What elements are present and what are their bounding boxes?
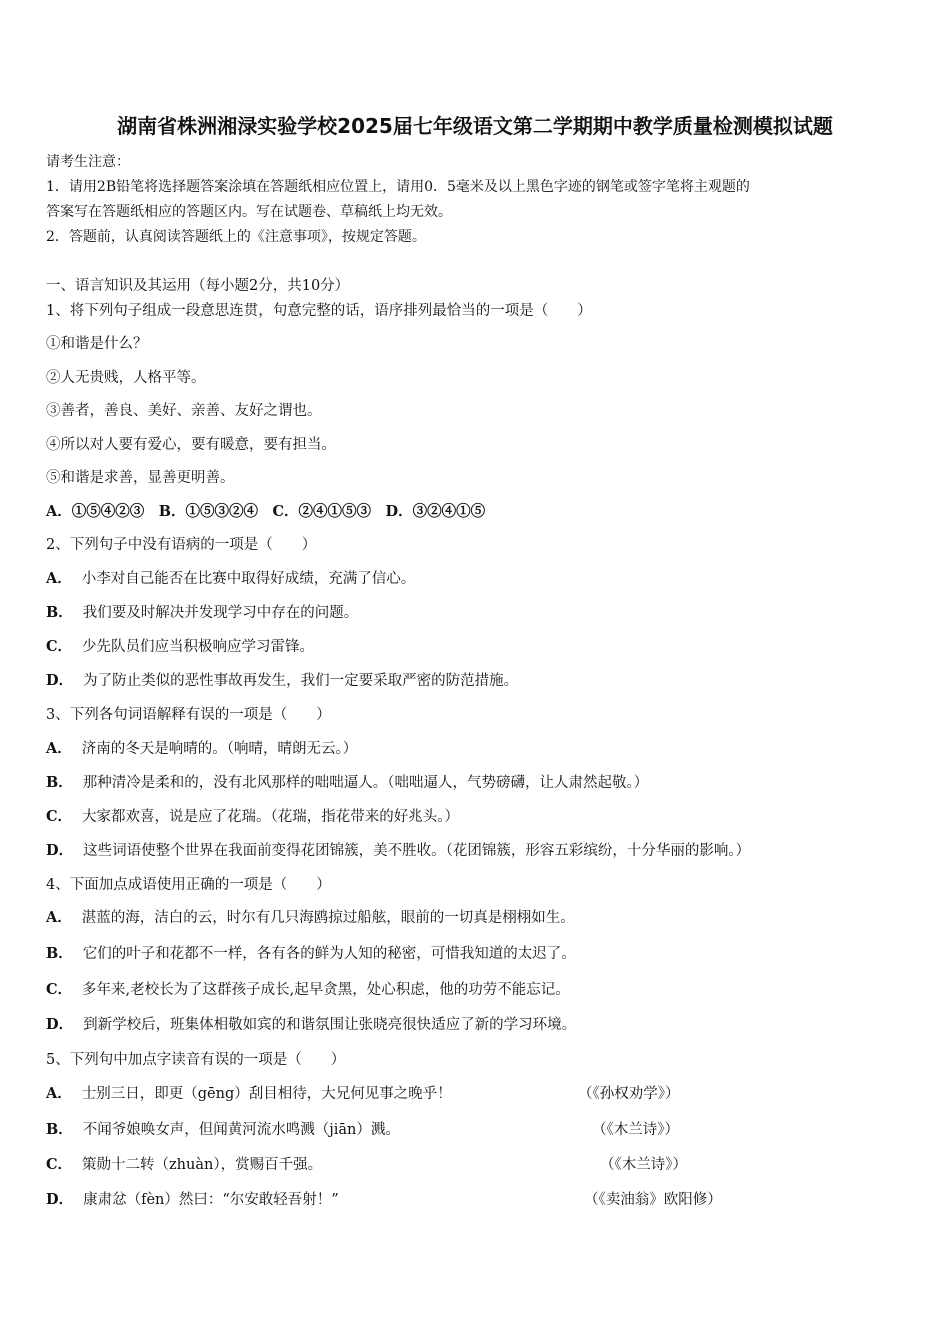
q3-option-b [46, 773, 648, 793]
q3-option-a-label: A． [46, 740, 72, 757]
q3-option-d-label: D． [46, 842, 74, 859]
q4-option-d-text: 到新学校后，班集体相敬如宾的和谐氛围让张晓亮很快适应了新的学习环境。 [83, 1017, 577, 1033]
q5-option-a-label: A． [46, 1085, 72, 1102]
q2-option-d [46, 671, 518, 691]
q5-option-a-source: （《孙权劝学》） [578, 1086, 680, 1102]
q1-sentence-5: ⑤和谐是求善，显善更明善。 [46, 470, 235, 486]
q5-stem: 5、下列句中加点字读音有误的一项是（ ） [46, 1052, 346, 1068]
q4-option-a-label: A． [46, 909, 72, 926]
q1-sentence-3: ③善者，善良、美好、亲善、友好之谓也。 [46, 403, 322, 419]
notice-item-1-line-1: 1．请用2B铅笔将选择题答案涂填在答题纸相应位置上，请用0．5毫米及以上黑色字迹的钢笔或签字笔将主观题的 [46, 179, 750, 195]
q4-option-c-text: 多年来,老校长为了这群孩子成长,起早贪黑，处心积虑，他的功劳不能忘记。 [82, 982, 570, 998]
q5-option-c-text: 策勋十二转（zhuàn），赏赐百千强。 [82, 1157, 323, 1173]
q2-option-a-text: 小李对自己能否在比赛中取得好成绩，充满了信心。 [81, 571, 416, 587]
q2-option-c-label: C． [46, 638, 73, 655]
q5-option-b-text: 不闻爷娘唤女声，但闻黄河流水鸣溅（jiān）溅。 [82, 1122, 400, 1138]
q2-option-c [46, 637, 314, 657]
q4-option-c [46, 980, 570, 1000]
notice-item-2: 2．答题前，认真阅读答题纸上的《注意事项》，按规定答题。 [46, 229, 426, 245]
section-1-heading: 一、语言知识及其运用（每小题2分，共10分） [46, 278, 350, 294]
q2-option-c-text: 少先队员们应当积极响应学习雷锋。 [82, 639, 315, 655]
q1-sentence-4: ④所以对人要有爱心，要有暖意，要有担当。 [46, 437, 336, 453]
q3-option-c [46, 807, 459, 827]
q5-option-b-label: B． [46, 1121, 73, 1138]
q2-option-d-label: D． [46, 672, 74, 689]
q5-option-c-label: C． [46, 1156, 73, 1173]
q5-option-d [46, 1190, 339, 1210]
q4-option-d-label: D． [46, 1016, 74, 1033]
q3-option-d [46, 841, 750, 861]
q3-option-a [46, 739, 357, 759]
q2-option-b [46, 603, 358, 623]
q4-option-c-label: C． [46, 981, 73, 998]
q4-option-d [46, 1015, 576, 1035]
q2-option-b-text: 我们要及时解决并发现学习中存在的问题。 [82, 605, 359, 621]
q3-stem: 3、下列各句词语解释有误的一项是（ ） [46, 707, 331, 723]
q1-sentence-2: ②人无贵贱，人格平等。 [46, 370, 206, 386]
q5-option-c [46, 1155, 322, 1175]
q4-stem: 4、下面加点成语使用正确的一项是（ ） [46, 877, 331, 893]
q1-options: A．①⑤④②③ B．①⑤③②④ C．②④①⑤③ D．③②④①⑤ [46, 503, 486, 520]
q5-option-d-source: （《卖油翁》欧阳修） [584, 1192, 722, 1208]
q1-sentence-1: ①和谐是什么？ [46, 336, 148, 352]
notice-heading: 请考生注意： [46, 154, 130, 170]
q3-option-b-text: 那种清冷是柔和的，没有北风那样的咄咄逼人。（咄咄逼人，气势磅礴，让人肃然起敬。） [82, 775, 649, 791]
q2-option-a-label: A． [46, 570, 72, 587]
q1-stem: 1、将下列句子组成一段意思连贯，句意完整的话，语序排列最恰当的一项是（ ） [46, 303, 592, 319]
q3-option-a-text: 济南的冬天是响晴的。（响晴，晴朗无云。） [81, 741, 358, 757]
q3-option-c-label: C． [46, 808, 73, 825]
q5-option-d-label: D． [46, 1191, 74, 1208]
q3-option-c-text: 大家都欢喜，说是应了花瑞。（花瑞，指花带来的好兆头。） [82, 809, 460, 825]
q2-stem: 2、下列句子中没有语病的一项是（ ） [46, 537, 317, 553]
q2-option-a [46, 569, 415, 589]
q5-option-c-source: （《木兰诗》） [600, 1157, 687, 1173]
q4-option-b-text: 它们的叶子和花都不一样，各有各的鲜为人知的秘密，可惜我知道的太迟了。 [82, 946, 576, 962]
q2-option-b-label: B． [46, 604, 73, 621]
q5-option-b-source: （《木兰诗》） [592, 1122, 679, 1138]
q4-option-b [46, 944, 576, 964]
q4-option-b-label: B． [46, 945, 73, 962]
q4-option-a-text: 湛蓝的海，洁白的云，时尔有几只海鸥掠过船舷，眼前的一切真是栩栩如生。 [81, 910, 575, 926]
q4-option-a [46, 908, 575, 928]
notice-item-1-line-2: 答案写在答题纸相应的答题区内。写在试题卷、草稿纸上均无效。 [46, 204, 452, 220]
q5-option-b [46, 1120, 400, 1140]
q2-option-d-text: 为了防止类似的恶性事故再发生，我们一定要采取严密的防范措施。 [83, 673, 519, 689]
q5-option-d-text: 康肃忿（fèn）然曰：“尔安敢轻吾射！” [83, 1192, 339, 1208]
q5-option-a [46, 1084, 452, 1104]
q3-option-d-text: 这些词语使整个世界在我面前变得花团锦簇，美不胜收。（花团锦簇，形容五彩缤纷，十分华丽的影响。） [83, 843, 751, 859]
q5-option-a-text: 士别三日，即更（gēng）刮目相待，大兄何见事之晚乎！ [81, 1086, 452, 1102]
q3-option-b-label: B． [46, 774, 73, 791]
page-title: 湖南省株洲湘渌实验学校2025届七年级语文第二学期期中教学质量检测模拟试题 [117, 114, 833, 138]
